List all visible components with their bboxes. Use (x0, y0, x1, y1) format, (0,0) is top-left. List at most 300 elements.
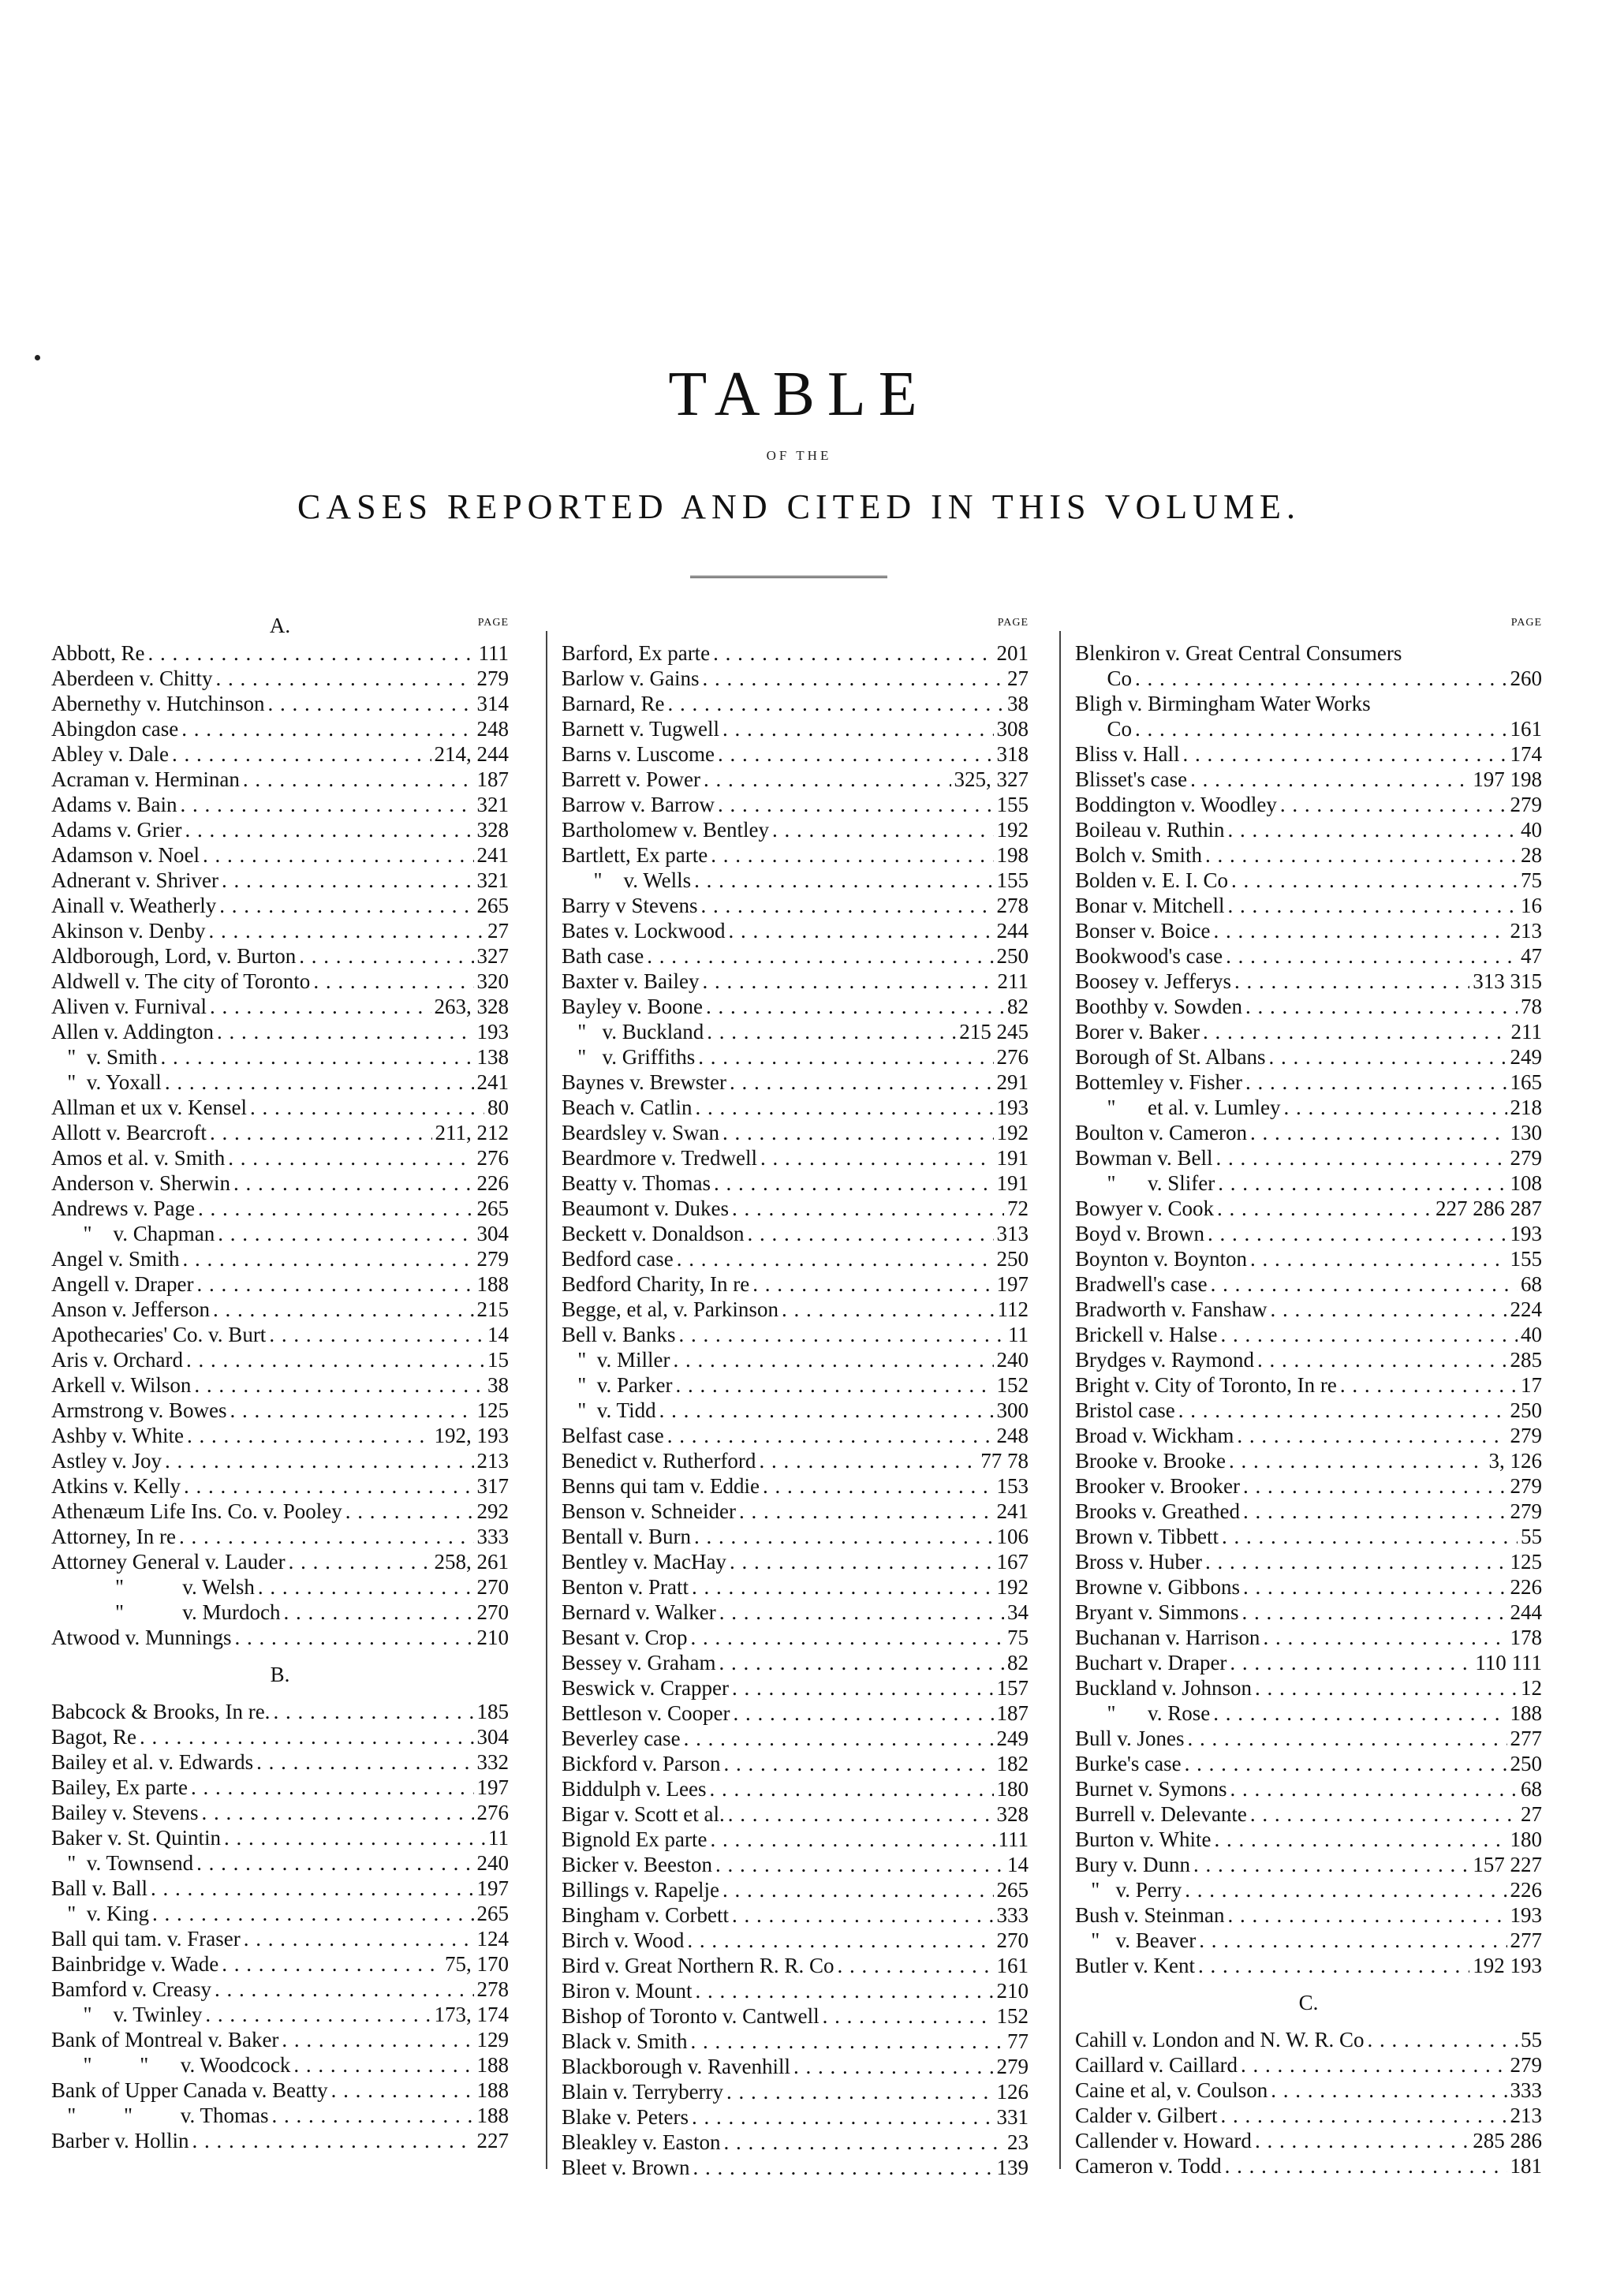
page-number: 55 (1521, 2028, 1542, 2051)
case-name: Ainall v. Weatherly (51, 894, 217, 917)
page-number: 191 (996, 1171, 1029, 1195)
case-entry (562, 868, 1029, 893)
case-name: Adams v. Bain (51, 793, 177, 816)
page-number: 270 (996, 1928, 1029, 1952)
case-entry (562, 1448, 1029, 1473)
case-entry (51, 1499, 509, 1524)
case-name: Bigar v. Scott et al. (562, 1802, 725, 1826)
dot-leader (722, 1877, 994, 1902)
case-name: Browne v. Gibbons (1075, 1575, 1240, 1599)
dot-leader (1205, 842, 1518, 868)
case-name: Bonser v. Boice (1075, 919, 1211, 943)
dot-leader (191, 1775, 474, 1800)
dot-leader (1283, 1095, 1507, 1120)
dot-leader (1340, 1372, 1518, 1398)
case-entry (562, 691, 1029, 716)
case-name: " v. Rose (1075, 1701, 1211, 1725)
page-number: 258, 261 (434, 1550, 509, 1574)
page-title: TABLE (668, 360, 930, 429)
page-number: 193 (996, 1096, 1029, 1119)
case-entry (1075, 1801, 1542, 1827)
page-number: 279 (1510, 2053, 1542, 2077)
page-number: 292 (476, 1499, 509, 1523)
page-number: 211, 212 (435, 1121, 509, 1144)
case-name: Bleakley v. Easton (562, 2130, 721, 2154)
dot-leader (1217, 1196, 1432, 1221)
page-number: 260 (1510, 666, 1542, 690)
column-divider (1059, 631, 1061, 2169)
page-number: 187 (996, 1701, 1029, 1725)
case-name: Bell v. Banks (562, 1323, 676, 1346)
page-number: 327 (476, 944, 509, 968)
case-entry (51, 767, 509, 792)
case-name: Bush v. Steinman (1075, 1903, 1225, 1927)
page-number: 191 (996, 1146, 1029, 1170)
case-entry (562, 1246, 1029, 1271)
dot-leader (695, 1095, 993, 1120)
case-entry (562, 1019, 1029, 1044)
case-name: Barnett v. Tugwell (562, 717, 720, 741)
dot-leader (732, 1902, 994, 1928)
case-name: Bottemley v. Fisher (1075, 1070, 1242, 1094)
case-entry (1075, 1928, 1542, 1953)
page-number: 279 (1510, 1146, 1542, 1170)
dot-leader (233, 1170, 474, 1196)
dot-leader (210, 1120, 432, 1145)
case-entry (1075, 1448, 1542, 1473)
page-number: 180 (996, 1777, 1029, 1801)
case-name: Adams v. Grier (51, 818, 182, 842)
case-entry (51, 1876, 509, 1901)
case-name: Beckett v. Donaldson (562, 1222, 745, 1245)
dot-leader (732, 1196, 1004, 1221)
page-number: 78 (1521, 995, 1542, 1018)
page-number: 278 (996, 894, 1029, 917)
page-number: 27 (487, 919, 509, 943)
case-entry (1075, 893, 1542, 918)
case-name: Bainbridge v. Wade (51, 1952, 219, 1976)
case-entry (1075, 1701, 1542, 1726)
case-entry (1075, 817, 1542, 842)
index-column-3 (1075, 615, 1542, 2178)
case-entry (51, 2103, 509, 2128)
case-name: Bank of Montreal v. Baker (51, 2028, 279, 2051)
dot-leader (719, 1650, 1004, 1675)
dot-leader (719, 1600, 1004, 1625)
page-number: 14 (1007, 1853, 1029, 1876)
case-name: Bessey v. Graham (562, 1651, 716, 1674)
dot-leader (187, 1423, 431, 1448)
dot-leader (331, 2078, 474, 2103)
case-name: Babcock & Brooks, In re. (51, 1700, 271, 1723)
dot-leader (267, 691, 473, 716)
case-name: " et al. v. Lumley (1075, 1096, 1281, 1119)
dot-leader (282, 2027, 473, 2052)
case-name: Allman et ux v. Kensel (51, 1096, 247, 1119)
case-name: Belfast case (562, 1424, 664, 1447)
dot-leader (256, 1749, 473, 1775)
case-name: Abley v. Dale (51, 742, 169, 766)
case-entry (562, 1801, 1029, 1827)
page-number: 265 (476, 894, 509, 917)
case-entry (1075, 2027, 1542, 2052)
case-name: Barns v. Luscome (562, 742, 715, 766)
case-name: Aldwell v. The city of Toronto (51, 969, 311, 993)
dot-leader (1178, 1398, 1507, 1423)
case-list (562, 640, 1029, 2180)
dot-leader (222, 1951, 442, 1977)
dot-leader (1228, 1902, 1507, 1928)
dot-leader (667, 691, 1004, 716)
dot-leader (209, 918, 485, 943)
case-name: " v. Chapman (51, 1222, 215, 1245)
case-entry (51, 716, 509, 741)
page-number: 198 (996, 843, 1029, 867)
page-number: 16 (1521, 894, 1542, 917)
page-number: 210 (996, 1979, 1029, 2003)
page-number: 226 (1510, 1575, 1542, 1599)
case-entry (562, 767, 1029, 792)
page-number: 193 (1510, 1222, 1542, 1245)
page-number: 82 (1007, 995, 1029, 1018)
case-name: Black v. Smith (562, 2029, 688, 2053)
dot-leader (140, 1724, 474, 1749)
dot-leader (1368, 2027, 1518, 2052)
dot-leader (793, 2054, 994, 2079)
dot-leader (1374, 691, 1539, 716)
dot-leader (782, 1297, 995, 1322)
case-name: Boulton v. Cameron (1075, 1121, 1247, 1144)
case-entry (562, 792, 1029, 817)
dot-leader (704, 767, 951, 792)
case-entry (562, 1625, 1029, 1650)
page-number: 3, 126 (1488, 1449, 1542, 1473)
case-name: Ashby v. White (51, 1424, 184, 1447)
page-number: 276 (996, 1045, 1029, 1069)
case-name: Bishop of Toronto v. Cantwell (562, 2004, 820, 2028)
case-entry (51, 1322, 509, 1347)
case-entry (1075, 1196, 1542, 1221)
case-entry (51, 1524, 509, 1549)
case-name: Bliss v. Hall (1075, 742, 1180, 766)
case-entry (562, 2104, 1029, 2130)
dot-leader (1243, 1499, 1507, 1524)
dot-leader (181, 716, 473, 741)
dot-leader (1220, 2103, 1507, 2128)
case-entry (51, 1448, 509, 1473)
page-number: 75, 170 (445, 1952, 509, 1976)
page-number: 265 (476, 1902, 509, 1925)
dot-leader (706, 994, 1004, 1019)
dot-leader (219, 893, 473, 918)
dot-leader (1270, 1297, 1507, 1322)
case-entry (51, 741, 509, 767)
page-number: 112 (997, 1297, 1029, 1321)
case-entry (562, 666, 1029, 691)
page-number: 285 286 (1473, 2129, 1542, 2152)
case-entry (51, 1019, 509, 1044)
case-name: Bates v. Lockwood (562, 919, 726, 943)
case-entry (1075, 969, 1542, 994)
case-name: Attorney, In re (51, 1525, 176, 1548)
page-number: 155 (996, 793, 1029, 816)
case-name: Burnet v. Symons (1075, 1777, 1227, 1801)
case-name: Atwood v. Munnings (51, 1626, 232, 1649)
case-entry (51, 994, 509, 1019)
dot-leader (702, 666, 1004, 691)
dot-leader (733, 1701, 993, 1726)
case-entry (51, 1775, 509, 1800)
case-entry (51, 817, 509, 842)
case-entry (1075, 716, 1542, 741)
case-entry (51, 1070, 509, 1095)
case-entry (562, 1145, 1029, 1170)
column-header (51, 615, 509, 640)
dot-leader (739, 1499, 994, 1524)
page-number: 270 (476, 1600, 509, 1624)
case-name: Boileau v. Ruthin (1075, 818, 1225, 842)
page-label: PAGE (997, 617, 1029, 629)
case-entry (1075, 1095, 1542, 1120)
page-number: 300 (996, 1398, 1029, 1422)
case-name: Buchart v. Draper (1075, 1651, 1227, 1674)
case-name: Beardsley v. Swan (562, 1121, 719, 1144)
case-name: Anson v. Jefferson (51, 1297, 210, 1321)
case-name: Athenæum Life Ins. Co. v. Pooley (51, 1499, 342, 1523)
case-entry (1075, 1524, 1542, 1549)
title-rule (690, 576, 887, 580)
dot-leader (148, 640, 476, 666)
dot-leader (1203, 1019, 1508, 1044)
case-entry (51, 1297, 509, 1322)
page-number: 125 (476, 1398, 509, 1422)
dot-leader (675, 1372, 993, 1398)
dot-leader (1135, 666, 1507, 691)
page-number: 333 (996, 1903, 1029, 1927)
case-name: Begge, et al, v. Parkinson (562, 1297, 778, 1321)
case-entry (1075, 1070, 1542, 1095)
case-entry (51, 1473, 509, 1499)
dot-leader (1226, 943, 1518, 969)
page-subtitle: CASES REPORTED AND CITED IN THIS VOLUME. (297, 487, 1301, 526)
page-number: 308 (996, 717, 1029, 741)
case-entry (51, 1850, 509, 1876)
case-entry (51, 918, 509, 943)
case-name: Blain v. Terryberry (562, 2080, 724, 2104)
case-entry (562, 741, 1029, 767)
case-entry (562, 943, 1029, 969)
case-entry (562, 918, 1029, 943)
dot-leader (692, 1574, 994, 1600)
case-name: " v. Townsend (51, 1851, 194, 1875)
case-name: Bedford case (562, 1247, 674, 1271)
case-name: Allen v. Addington (51, 1020, 214, 1043)
page-number: 224 (1510, 1297, 1542, 1321)
case-entry (562, 1170, 1029, 1196)
case-entry (51, 842, 509, 868)
dot-leader (1190, 767, 1469, 792)
case-entry (562, 1650, 1029, 1675)
dot-leader (1183, 741, 1507, 767)
page-number: 210 (476, 1626, 509, 1649)
case-name: " v. Buckland (562, 1020, 704, 1043)
dot-leader (763, 1473, 994, 1499)
page-number: 250 (1510, 1398, 1542, 1422)
case-entry (51, 1749, 509, 1775)
case-name: Bignold Ex parte (562, 1827, 708, 1851)
dot-leader (700, 893, 993, 918)
page-number: 15 (487, 1348, 509, 1372)
case-name: Co (1075, 717, 1133, 741)
page-number: 28 (1521, 843, 1542, 867)
case-entry (562, 1423, 1029, 1448)
page-number: 244 (996, 919, 1029, 943)
case-name: Bagot, Re (51, 1725, 136, 1749)
case-entry (51, 893, 509, 918)
case-entry (562, 1499, 1029, 1524)
case-entry (1075, 943, 1542, 969)
dot-leader (172, 741, 431, 767)
page-number: 215 245 (959, 1020, 1029, 1043)
dot-leader (1218, 1170, 1507, 1196)
case-entry (1075, 1145, 1542, 1170)
page-number: 240 (996, 1348, 1029, 1372)
case-name: Bolden v. E. I. Co (1075, 868, 1228, 892)
case-entry (562, 994, 1029, 1019)
dot-leader (224, 1825, 485, 1850)
page-number: 188 (1510, 1701, 1542, 1725)
case-entry (562, 1347, 1029, 1372)
case-name: " v. Welsh (51, 1575, 255, 1599)
dot-leader (258, 1574, 474, 1600)
page-number: 270 (476, 1575, 509, 1599)
page-number: 129 (476, 2028, 509, 2051)
dot-leader (760, 1145, 994, 1170)
case-entry (1075, 1902, 1542, 1928)
case-entry (562, 1398, 1029, 1423)
page-number: 23 (1007, 2130, 1029, 2154)
page-number: 167 (996, 1550, 1029, 1574)
dot-leader (690, 1625, 1004, 1650)
dot-leader (205, 2002, 431, 2027)
case-entry (1075, 1650, 1542, 1675)
case-entry (562, 1322, 1029, 1347)
dot-leader (698, 1044, 993, 1070)
case-name: " v. Perry (1075, 1878, 1182, 1902)
case-entry (562, 1877, 1029, 1902)
case-entry (1075, 792, 1542, 817)
case-entry (51, 1120, 509, 1145)
case-name: Aldborough, Lord, v. Burton (51, 944, 297, 968)
page-number: 214, 244 (434, 742, 509, 766)
case-name: Abernethy v. Hutchinson (51, 692, 265, 715)
case-entry (562, 1776, 1029, 1801)
case-name: Allott v. Bearcroft (51, 1121, 207, 1144)
section-letter: A. (269, 614, 291, 637)
dot-leader (823, 2003, 994, 2029)
page-number: 333 (1510, 2078, 1542, 2102)
dot-leader (186, 1347, 484, 1372)
page-number: 187 (476, 767, 509, 791)
page-number: 72 (1007, 1197, 1029, 1220)
case-entry (51, 868, 509, 893)
case-name: Biddulph v. Lees (562, 1777, 707, 1801)
dot-leader (722, 716, 993, 741)
dot-leader (759, 1448, 977, 1473)
case-name: Brooker v. Brooker (1075, 1474, 1240, 1498)
page-number: 182 (996, 1752, 1029, 1775)
case-name: Bright v. City of Toronto, In re (1075, 1373, 1337, 1397)
case-name: Bross v. Huber (1075, 1550, 1202, 1574)
page-number: 241 (996, 1499, 1029, 1523)
case-entry (1075, 1423, 1542, 1448)
case-entry (562, 1549, 1029, 1574)
dot-leader (714, 1170, 994, 1196)
case-entry (562, 1953, 1029, 1978)
case-entry (51, 1800, 509, 1825)
page-number: 240 (476, 1851, 509, 1875)
case-entry (562, 1044, 1029, 1070)
page-number: 138 (476, 1045, 509, 1069)
case-name: Buckland v. Johnson (1075, 1676, 1252, 1700)
case-name: Blisset's case (1075, 767, 1188, 791)
case-entry (1075, 1625, 1542, 1650)
case-entry (562, 1751, 1029, 1776)
dot-leader (1242, 1600, 1507, 1625)
case-name: Barrow v. Barrow (562, 793, 715, 816)
page-number: 276 (476, 1146, 509, 1170)
dot-leader (718, 741, 994, 767)
case-name: Bristol case (1075, 1398, 1175, 1422)
case-name: Brown v. Tibbett (1075, 1525, 1219, 1548)
case-name: Baxter v. Bailey (562, 969, 700, 993)
dot-leader (215, 1977, 474, 2002)
case-name: " " v. Thomas (51, 2104, 269, 2127)
dot-leader (165, 1448, 474, 1473)
page-number: 249 (996, 1727, 1029, 1750)
page-number: 325, 327 (954, 767, 1029, 791)
case-name: Abbott, Re (51, 641, 145, 665)
case-name: Aliven v. Furnival (51, 995, 207, 1018)
case-name: Atkins v. Kelly (51, 1474, 181, 1498)
case-name: Aberdeen v. Chitty (51, 666, 213, 690)
case-entry (562, 1120, 1029, 1145)
case-entry (562, 2155, 1029, 2180)
case-name: Bamford v. Creasy (51, 1977, 211, 2001)
title-connector: OF THE (766, 448, 832, 463)
dot-leader (1231, 868, 1518, 893)
page-number: 332 (476, 1750, 509, 1774)
page-number: 178 (1510, 1626, 1542, 1649)
page-number: 321 (476, 868, 509, 892)
dot-leader (1234, 969, 1469, 994)
page-number: 279 (476, 1247, 509, 1271)
case-entry (1075, 842, 1542, 868)
page-number: 218 (1510, 1096, 1542, 1119)
case-name: Bayley v. Boone (562, 995, 703, 1018)
page-number: 265 (476, 1197, 509, 1220)
page-number: 68 (1521, 1272, 1542, 1296)
case-entry (51, 969, 509, 994)
page-number: 248 (476, 717, 509, 741)
case-entry (1075, 1877, 1542, 1902)
case-entry (51, 2078, 509, 2103)
page-number: 55 (1521, 1525, 1542, 1548)
dot-leader (1230, 1650, 1472, 1675)
case-entry (562, 1221, 1029, 1246)
case-name: Caine et al, v. Coulson (1075, 2078, 1268, 2102)
dot-leader (1216, 1145, 1507, 1170)
